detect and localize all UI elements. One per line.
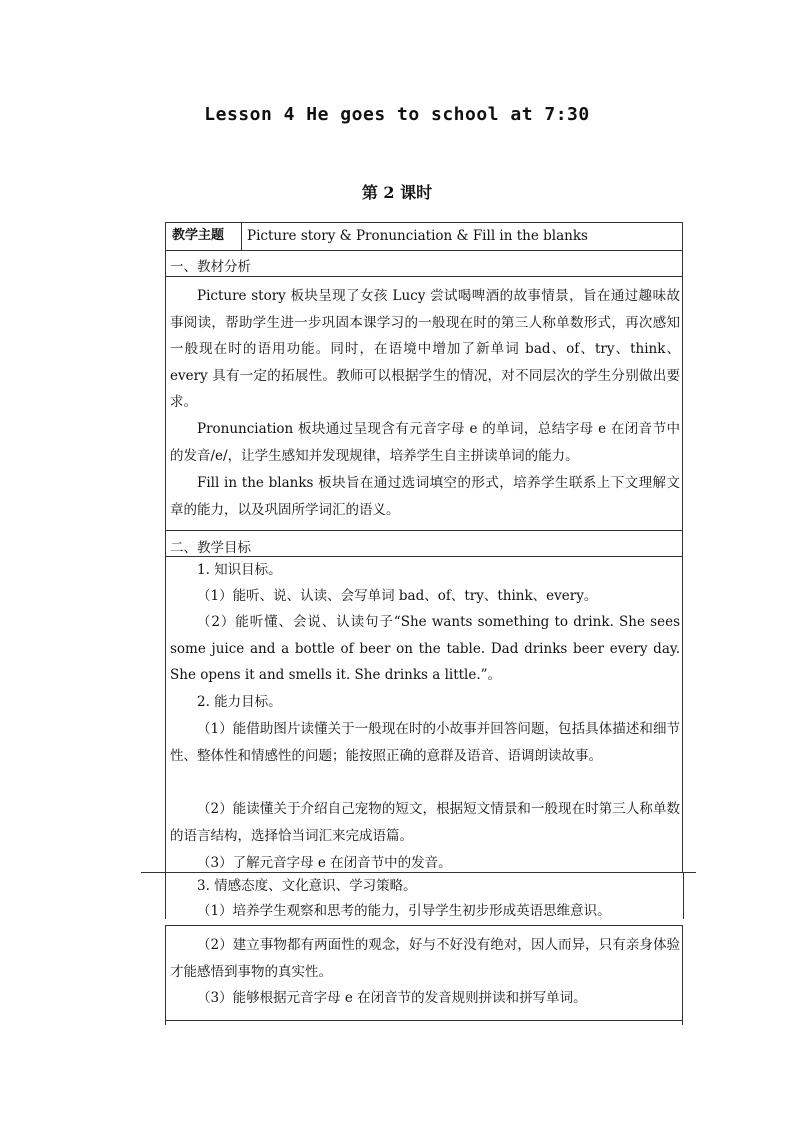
theme-label: 教学主题 [172,228,225,243]
section1-paragraph: Fill in the blanks 板块旨在通过选词填空的形式，培养学生联系上下文理解文章的能力，以及巩固所学词汇的语义。 [170,475,680,518]
theme-value: Picture story & Pronunciation & Fill in the blanks [247,228,588,244]
section1-paragraph: Pronunciation 板块通过呈现含有元音字母 e 的单词，总结字母 e 在闭音节中的发音/e/，让学生感知并发现规律，培养学生自主拼读单词的能力。 [170,421,680,464]
table-divider [165,250,683,251]
emotion-item: （1）培养学生观察和思考的能力，引导学生初步形成英语思维意识。 [197,903,611,919]
table-divider [165,872,166,919]
table-divider [165,1020,683,1021]
knowledge-item: （2）能听懂、会说、认读句子“She wants something to drink. She sees some juice and a bottle of beer on the table. Dad drinks beer every day. She opens it and smells it. She drinks a little.”。 [170,614,680,683]
period-subtitle: 第 2 课时 [361,183,433,202]
ability-heading: 2. 能力目标。 [197,694,282,710]
ability-item: （1）能借助图片读懂关于一般现在时的小故事并回答问题，包括具体描述和细节性、整体性和情感性的问题；能按照正确的意群及语音、语调朗读故事。 [170,721,680,764]
lesson-title: Lesson 4 He goes to school at 7:30 [204,104,590,125]
ability-item: （2）能读懂关于介绍自己宠物的短文，根据短文情景和一般现在时第三人称单数的语言结构，选择恰当词汇来完成语篇。 [170,801,680,844]
emotion-heading: 3. 情感态度、文化意识、学习策略。 [197,878,417,894]
emotion-item: （3）能够根据元音字母 e 在闭音节的发音规则拼读和拼写单词。 [197,990,587,1006]
knowledge-item: （1）能听、说、认读、会写单词 bad、of、try、think、every。 [197,588,598,604]
section1-paragraph: Picture story 板块呈现了女孩 Lucy 尝试喝啤酒的故事情景，旨在通过趣味故事阅读，帮助学生进一步巩固本课学习的一般现在时的第三人称单数形式，再次感知一般现在时的语用功能。同时，在语境中增加了新单词 bad、of、try、think、every 具有一定的拓展性。教师可以根据学生的情况，对不同层次的学生分别做出要求。 [170,288,680,410]
table-divider [241,222,242,250]
knowledge-heading: 1. 知识目标。 [197,562,282,578]
table-divider [165,530,683,531]
section1-title: 一、教材分析 [170,259,251,275]
ability-item: （3）了解元音字母 e 在闭音节中的发音。 [197,855,452,871]
table-divider [165,276,683,277]
section2-title: 二、教学目标 [170,540,251,556]
emotion-item: （2）建立事物都有两面性的观念，好与不好没有绝对，因人而异，只有亲身体验才能感悟到事物的真实性。 [170,937,680,980]
